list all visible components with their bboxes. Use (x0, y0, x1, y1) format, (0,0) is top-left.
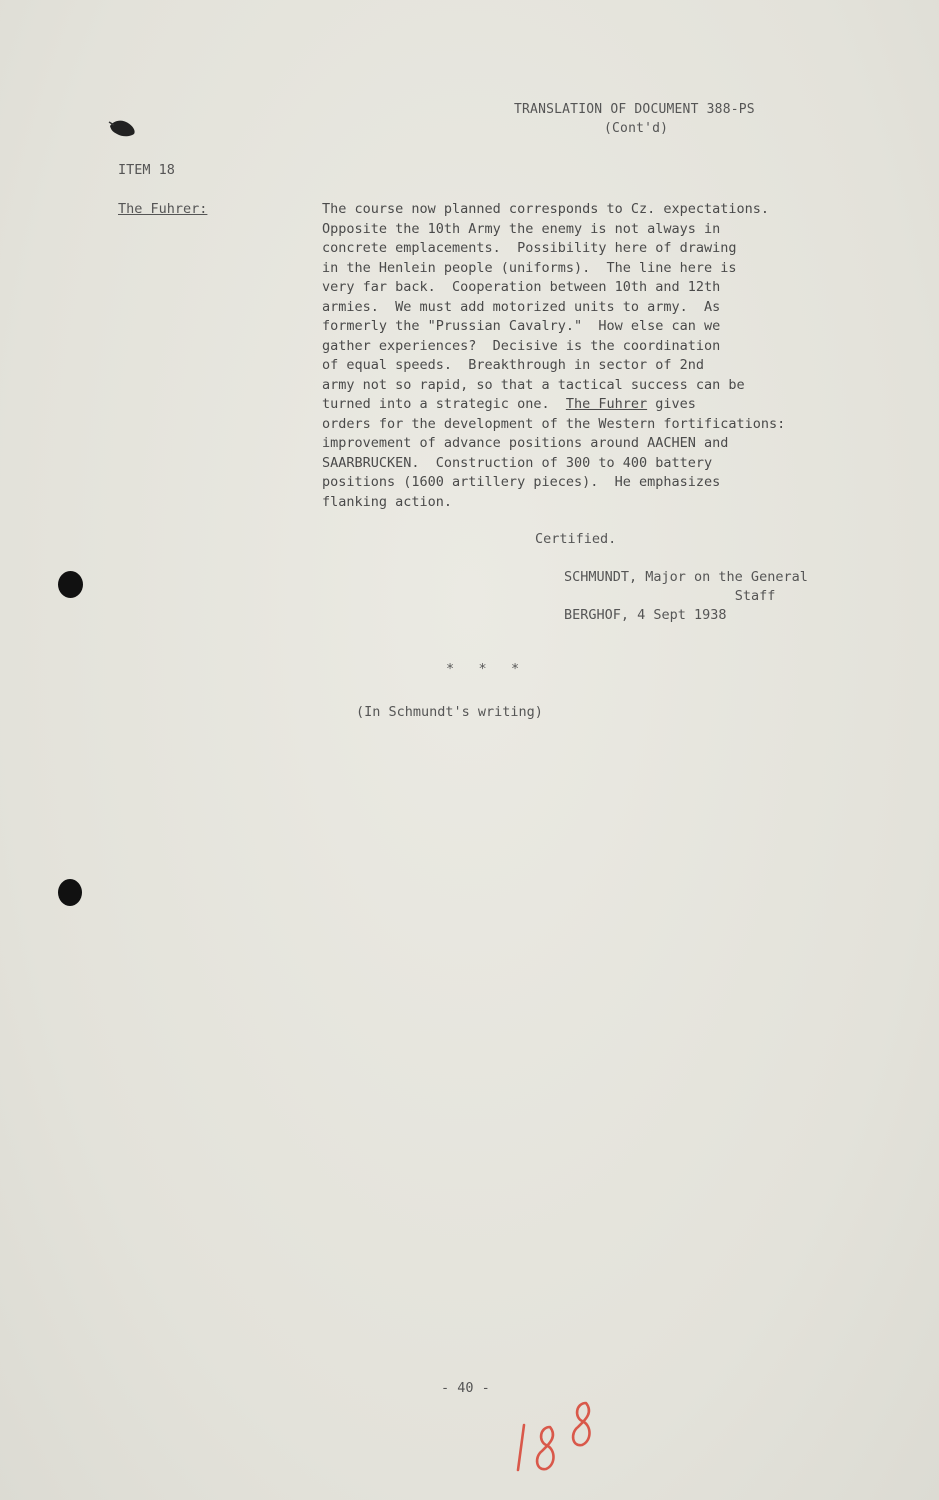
body-line: in the Henlein people (uniforms). The line here is (322, 259, 737, 276)
certification-label: Certified. (535, 531, 617, 547)
body-line: very far back. Cooperation between 10th and 12th (322, 279, 721, 295)
punch-hole (58, 879, 82, 906)
section-separator: * * * (446, 661, 520, 677)
item-label: ITEM 18 (118, 162, 175, 178)
body-line: turned into a strategic one. (322, 396, 566, 412)
body-speaker-reference: The Fuhrer (565, 396, 648, 412)
body-line: positions (1600 artillery pieces). He emphasizes (322, 474, 721, 490)
body-line: concrete emplacements. Possibility here of drawing (322, 240, 737, 256)
place-date: BERGHOF, 4 Sept 1938 (564, 607, 727, 623)
body-line: Opposite the 10th Army the enemy is not always in (322, 220, 721, 237)
ink-smudge-icon (108, 117, 138, 139)
punch-hole (58, 571, 83, 598)
body-line: gather experiences? Decisive is the coordination (322, 337, 721, 354)
document-title: TRANSLATION OF DOCUMENT 388-PS (514, 102, 755, 117)
document-subtitle: (Cont'd) (604, 121, 669, 136)
handwritten-page-number (506, 1385, 616, 1480)
body-line: The course now planned corresponds to Cz. expectations. (322, 201, 770, 217)
body-paragraph (322, 200, 882, 512)
body-line: orders for the development of the Western fortifications: (322, 415, 786, 432)
signatory-title: Staff (734, 588, 776, 604)
handwriting-note: (In Schmundt's writing) (356, 704, 543, 720)
body-line: of equal speeds. Breakthrough in sector of 2nd (322, 357, 705, 373)
body-line: formerly the "Prussian Cavalry." How else can we (322, 318, 721, 334)
body-line: armies. We must add motorized units to army. As (322, 298, 721, 315)
page-number: - 40 - (441, 1380, 490, 1396)
body-line: army not so rapid, so that a tactical success can be (322, 376, 745, 393)
body-line: improvement of advance positions around AACHEN and (322, 435, 729, 451)
speaker-label: The Fuhrer: (118, 201, 208, 217)
body-line: flanking action. (322, 493, 453, 510)
signatory-name: SCHMUNDT, Major on the General (564, 569, 808, 585)
signature-block (564, 568, 808, 625)
body-line: SAARBRUCKEN. Construction of 300 to 400 battery (322, 454, 713, 471)
body-line: gives (647, 396, 696, 412)
